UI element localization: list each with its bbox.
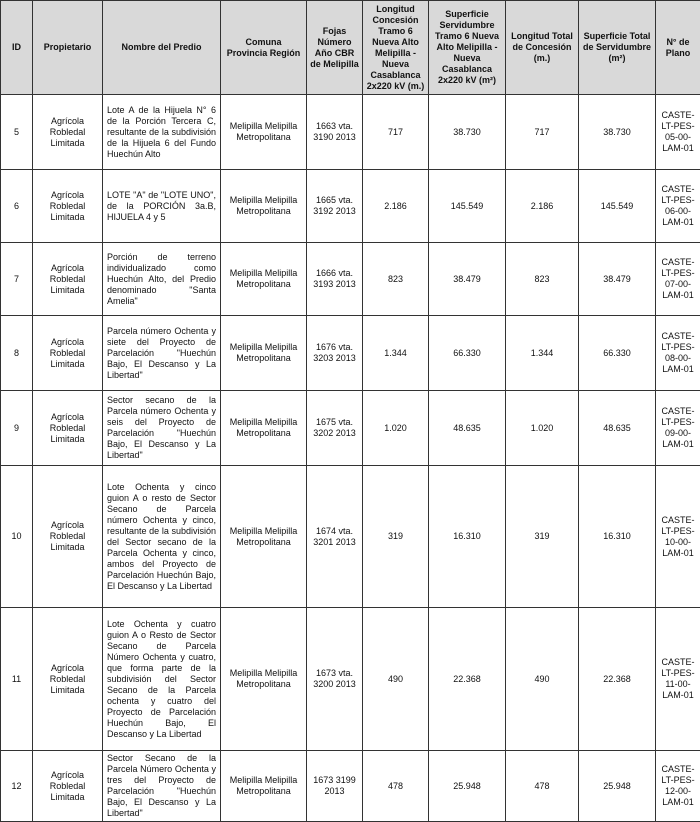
cell-id: 8: [1, 316, 33, 391]
header-longitud-total: Longitud Total de Concesión (m.): [506, 1, 579, 95]
cell-superficie-total: 38.730: [579, 95, 656, 170]
cell-propietario: Agrícola Robledal Limitada: [33, 243, 103, 316]
cell-nombre: Lote Ochenta y cinco guion A o resto de Sector Secano de Parcela número Ochenta y cinco, resultante de la subdivisión del Sector secano de la Parcela Ochenta y cinco, ambos del Proyecto de Parcelación Huechún Bajo, El Descanso y La Libertad: [103, 466, 221, 608]
cell-comuna: Melipilla Melipilla Metropolitana: [221, 608, 307, 751]
header-id: ID: [1, 1, 33, 95]
cell-superficie-total: 145.549: [579, 170, 656, 243]
cell-superficie-total: 25.948: [579, 751, 656, 822]
cell-superficie-total: 48.635: [579, 391, 656, 466]
cell-id: 10: [1, 466, 33, 608]
cell-superficie-total: 22.368: [579, 608, 656, 751]
cell-propietario: Agrícola Robledal Limitada: [33, 316, 103, 391]
cell-plano: CASTE-LT-PES-12-00-LAM-01: [656, 751, 700, 822]
cell-nombre: Porción de terreno individualizado como Huechún Alto, del Predio denominado "Santa Amelia": [103, 243, 221, 316]
cell-id: 9: [1, 391, 33, 466]
cell-id: 7: [1, 243, 33, 316]
cell-comuna: Melipilla Melipilla Metropolitana: [221, 170, 307, 243]
cell-fojas: 1673 vta. 3200 2013: [307, 608, 363, 751]
cell-longitud-total: 1.020: [506, 391, 579, 466]
cell-comuna: Melipilla Melipilla Metropolitana: [221, 316, 307, 391]
cell-fojas: 1663 vta. 3190 2013: [307, 95, 363, 170]
cell-superficie-total: 38.479: [579, 243, 656, 316]
cell-superficie-total: 16.310: [579, 466, 656, 608]
cell-id: 12: [1, 751, 33, 822]
table-row: [1, 608, 700, 751]
cell-fojas: 1666 vta. 3193 2013: [307, 243, 363, 316]
cell-longitud-tramo: 1.344: [363, 316, 429, 391]
cell-fojas: 1675 vta. 3202 2013: [307, 391, 363, 466]
cell-propietario: Agrícola Robledal Limitada: [33, 95, 103, 170]
table-row: [1, 391, 700, 466]
cell-superficie-total: 66.330: [579, 316, 656, 391]
header-nombre: Nombre del Predio: [103, 1, 221, 95]
cell-longitud-total: 2.186: [506, 170, 579, 243]
table-row: [1, 466, 700, 608]
cell-longitud-tramo: 717: [363, 95, 429, 170]
header-superficie-total: Superficie Total de Servidumbre (m²): [579, 1, 656, 95]
header-longitud-tramo: Longitud Concesión Tramo 6 Nueva Alto Melipilla - Nueva Casablanca 2x220 kV (m.): [363, 1, 429, 95]
table-row: [1, 243, 700, 316]
cell-longitud-total: 823: [506, 243, 579, 316]
header-row: [1, 1, 700, 95]
cell-comuna: Melipilla Melipilla Metropolitana: [221, 95, 307, 170]
cell-plano: CASTE-LT-PES-10-00-LAM-01: [656, 466, 700, 608]
cell-superficie-tramo: 38.730: [429, 95, 506, 170]
cell-plano: CASTE-LT-PES-11-00-LAM-01: [656, 608, 700, 751]
cell-superficie-tramo: 66.330: [429, 316, 506, 391]
cell-longitud-total: 478: [506, 751, 579, 822]
cell-longitud-total: 490: [506, 608, 579, 751]
cell-fojas: 1674 vta. 3201 2013: [307, 466, 363, 608]
cell-propietario: Agrícola Robledal Limitada: [33, 466, 103, 608]
table-row: [1, 751, 700, 822]
cell-nombre: Lote A de la Hijuela N° 6 de la Porción Tercera C, resultante de la subdivisión de la Hijuela 6 del Fundo Huechún Alto: [103, 95, 221, 170]
cell-longitud-tramo: 319: [363, 466, 429, 608]
cell-superficie-tramo: 145.549: [429, 170, 506, 243]
header-propietario: Propietario: [33, 1, 103, 95]
cell-superficie-tramo: 25.948: [429, 751, 506, 822]
cell-longitud-tramo: 490: [363, 608, 429, 751]
cell-nombre: Sector secano de la Parcela número Ochenta y seis del Proyecto de Parcelación "Huechún Bajo, El Descanso y La Libertad": [103, 391, 221, 466]
cell-superficie-tramo: 22.368: [429, 608, 506, 751]
cell-nombre: Sector Secano de la Parcela Número Ochenta y tres del Proyecto de Parcelación "Huechún Bajo, El Descanso y La Libertad": [103, 751, 221, 822]
header-comuna: Comuna Provincia Región: [221, 1, 307, 95]
cell-longitud-total: 1.344: [506, 316, 579, 391]
cell-comuna: Melipilla Melipilla Metropolitana: [221, 243, 307, 316]
cell-plano: CASTE-LT-PES-05-00-LAM-01: [656, 95, 700, 170]
header-plano: N° de Plano: [656, 1, 700, 95]
cell-id: 6: [1, 170, 33, 243]
cell-longitud-tramo: 1.020: [363, 391, 429, 466]
cell-nombre: Parcela número Ochenta y siete del Proyecto de Parcelación "Huechún Bajo, El Descanso y La Libertad": [103, 316, 221, 391]
cell-comuna: Melipilla Melipilla Metropolitana: [221, 751, 307, 822]
cell-nombre: LOTE "A" de "LOTE UNO", de la PORCIÓN 3a.B, HIJUELA 4 y 5: [103, 170, 221, 243]
table-row: [1, 95, 700, 170]
cell-superficie-tramo: 38.479: [429, 243, 506, 316]
cell-longitud-tramo: 2.186: [363, 170, 429, 243]
cell-longitud-tramo: 478: [363, 751, 429, 822]
cell-id: 11: [1, 608, 33, 751]
cell-plano: CASTE-LT-PES-07-00-LAM-01: [656, 243, 700, 316]
cell-id: 5: [1, 95, 33, 170]
table-row: [1, 170, 700, 243]
cell-plano: CASTE-LT-PES-06-00-LAM-01: [656, 170, 700, 243]
cell-fojas: 1673 3199 2013: [307, 751, 363, 822]
cell-superficie-tramo: 48.635: [429, 391, 506, 466]
cell-propietario: Agrícola Robledal Limitada: [33, 608, 103, 751]
cell-comuna: Melipilla Melipilla Metropolitana: [221, 391, 307, 466]
cell-propietario: Agrícola Robledal Limitada: [33, 391, 103, 466]
cell-propietario: Agrícola Robledal Limitada: [33, 170, 103, 243]
header-superficie-tramo: Superficie Servidumbre Tramo 6 Nueva Alto Melipilla - Nueva Casablanca 2x220 kV (m²): [429, 1, 506, 95]
table-header: [1, 1, 700, 95]
cell-superficie-tramo: 16.310: [429, 466, 506, 608]
header-fojas: Fojas Número Año CBR de Melipilla: [307, 1, 363, 95]
cell-longitud-total: 319: [506, 466, 579, 608]
cell-plano: CASTE-LT-PES-09-00-LAM-01: [656, 391, 700, 466]
cell-longitud-total: 717: [506, 95, 579, 170]
cell-longitud-tramo: 823: [363, 243, 429, 316]
cell-plano: CASTE-LT-PES-08-00-LAM-01: [656, 316, 700, 391]
cell-nombre: Lote Ochenta y cuatro guion A o Resto de Sector Secano de Parcela Número Ochenta y cuatro, que forma parte de la subdivisión del Sector Secano de la Parcela ochenta y cuatro del Proyecto de Parcelación Huechún Bajo, El Descanso y La Libertad: [103, 608, 221, 751]
cell-fojas: 1665 vta. 3192 2013: [307, 170, 363, 243]
cell-fojas: 1676 vta. 3203 2013: [307, 316, 363, 391]
cell-propietario: Agrícola Robledal Limitada: [33, 751, 103, 822]
cell-comuna: Melipilla Melipilla Metropolitana: [221, 466, 307, 608]
table-row: [1, 316, 700, 391]
